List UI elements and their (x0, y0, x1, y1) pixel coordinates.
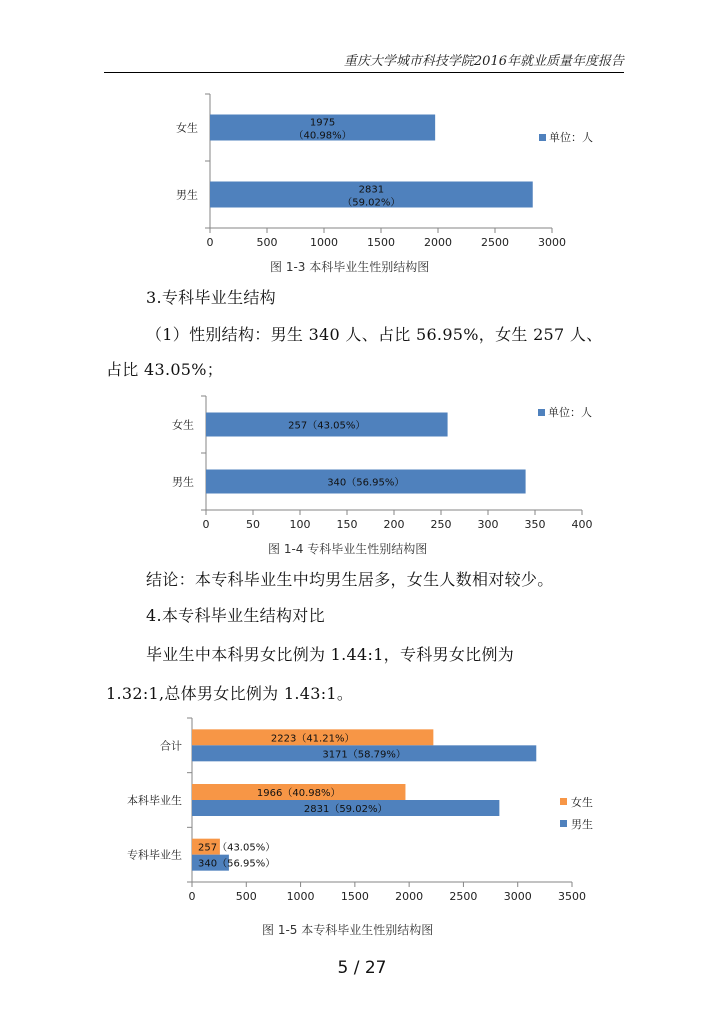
section4-heading: 4.本专科毕业生结构对比 (146, 606, 325, 625)
chart2-x-tick-label: 50 (246, 518, 260, 531)
chart3-data-label: 257（43.05%） (198, 842, 276, 854)
chart3-category-label: 合计 (160, 739, 182, 753)
chart1-x-tick-label: 2500 (481, 236, 509, 249)
conclusion-text: 结论：本专科毕业生中均男生居多，女生人数相对较少。 (146, 570, 554, 589)
chart3-legend-label: 男生 (571, 818, 593, 831)
chart2-x-tick-label: 300 (477, 518, 499, 531)
chart3-legend-swatch (560, 798, 567, 805)
section4-para-line1: 毕业生中本科男女比例为 1.44:1，专科男女比例为 (146, 645, 515, 664)
chart1-category-label: 男生 (176, 188, 198, 202)
chart2-legend-label: 单位：人 (548, 406, 592, 419)
chart2-caption: 图 1-4 专科毕业生性别结构图 (268, 542, 428, 556)
chart3-x-tick-label: 500 (235, 890, 257, 903)
chart3-legend-label: 女生 (571, 796, 593, 809)
chart1-legend-label: 单位：人 (549, 131, 593, 144)
chart3-caption: 图 1-5 本专科毕业生性别结构图 (262, 923, 434, 937)
chart2-x-tick-label: 250 (430, 518, 452, 531)
chart3-x-tick-label: 2500 (449, 890, 478, 903)
chart1-percent-label: （40.98%） (293, 130, 352, 142)
page-number: 5 / 27 (337, 958, 387, 978)
chart3-data-label: 3171（58.79%） (322, 749, 406, 761)
chart3-category-label: 专科毕业生 (127, 848, 182, 862)
chart3-x-tick-label: 0 (188, 890, 196, 903)
chart2-category-label: 女生 (172, 418, 194, 432)
chart1-x-tick-label: 500 (256, 236, 278, 249)
chart2-x-tick-label: 200 (383, 518, 405, 531)
chart3-x-tick-label: 1500 (340, 890, 369, 903)
chart3-data-label: 2831（59.02%） (303, 804, 388, 815)
chart3-legend-swatch (560, 820, 567, 827)
chart1-percent-label: （59.02%） (342, 197, 401, 209)
section3-para-line1: （1）性别结构：男生 340 人、占比 56.95%，女生 257 人、 (146, 325, 603, 344)
chart3-data-label: 340（56.95%） (198, 858, 276, 870)
chart2-x-tick-label: 400 (571, 518, 593, 531)
chart1-caption: 图 1-3 本科毕业生性别结构图 (270, 260, 430, 274)
chart3-x-tick-label: 3500 (558, 890, 586, 903)
chart2-x-tick-label: 350 (524, 518, 546, 531)
section3-heading: 3.专科毕业生结构 (146, 288, 276, 307)
chart1-x-tick-label: 3000 (538, 236, 566, 249)
chart1-x-tick-label: 2000 (424, 236, 452, 249)
section3-para-line2: 占比 43.05%； (106, 360, 224, 379)
chart1-data-label: 1975 (309, 117, 336, 129)
chart3-x-tick-label: 3000 (503, 890, 532, 903)
chart3-category-label: 本科毕业生 (127, 794, 182, 807)
chart2-category-label: 男生 (172, 475, 194, 489)
chart2-x-tick-label: 100 (289, 518, 311, 531)
chart3-x-tick-label: 1000 (286, 890, 315, 903)
chart1-x-tick-label: 1500 (367, 236, 395, 249)
chart3-data-label: 1966（40.98%） (256, 788, 341, 799)
chart2-x-tick-label: 0 (202, 518, 210, 531)
chart1-x-tick-label: 1000 (310, 236, 338, 249)
chart2-data-label: 257（43.05%） (288, 420, 366, 432)
chart2-x-tick-label: 150 (336, 518, 358, 531)
chart3-x-tick-label: 2000 (395, 890, 424, 903)
chart1-x-tick-label: 0 (206, 236, 214, 249)
chart1-data-label: 2831 (358, 184, 385, 196)
chart2-data-label: 340（56.95%） (327, 477, 405, 489)
chart3-data-label: 2223（41.21%） (270, 733, 355, 745)
chart1-category-label: 女生 (176, 121, 198, 135)
report-header: 重庆大学城市科技学院2016年就业质量年度报告 (343, 54, 624, 69)
section4-para-line2: 1.32:1,总体男女比例为 1.43:1。 (106, 684, 354, 703)
